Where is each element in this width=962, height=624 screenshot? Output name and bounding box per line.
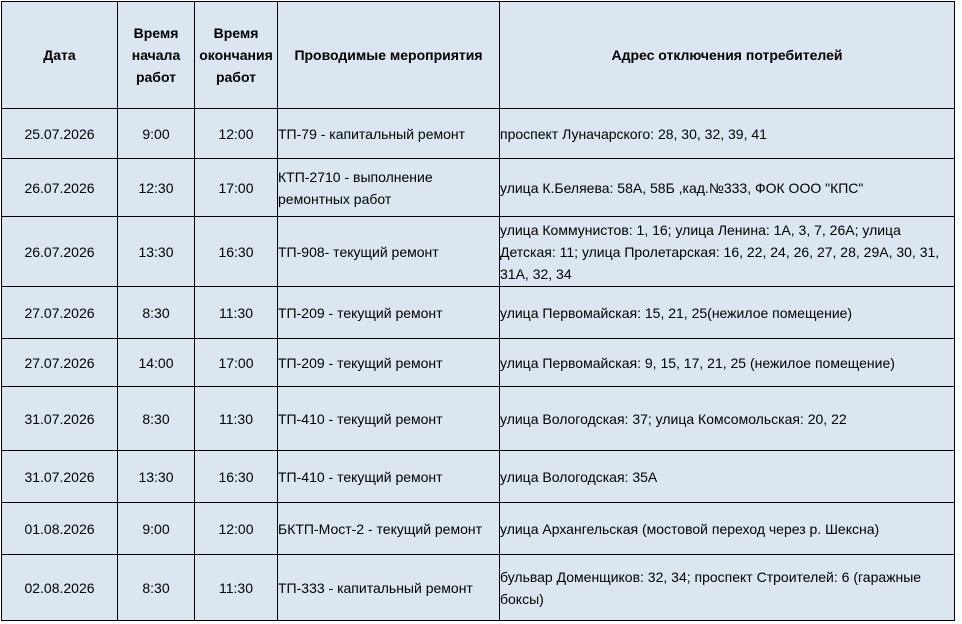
table-row (2, 287, 955, 339)
cell-date: 01.08.2026 (2, 503, 118, 555)
cell-works: ТП-333 - капитальный ремонт (278, 555, 500, 621)
cell-works: ТП-410 - текущий ремонт (278, 387, 500, 451)
cell-start-time: 8:30 (118, 387, 195, 451)
cell-date: 26.07.2026 (2, 159, 118, 217)
header-start-time: Время начала работ (118, 2, 195, 109)
cell-start-time: 8:30 (118, 287, 195, 339)
cell-works: ТП-209 - текущий ремонт (278, 287, 500, 339)
outage-schedule-table (1, 1, 955, 621)
table-row (2, 109, 955, 159)
cell-end-time: 17:00 (195, 339, 278, 387)
table-row (2, 339, 955, 387)
cell-start-time: 14:00 (118, 339, 195, 387)
table-row (2, 159, 955, 217)
header-works: Проводимые мероприятия (278, 2, 500, 109)
cell-end-time: 11:30 (195, 555, 278, 621)
cell-address: улица Вологодская: 35А (500, 451, 955, 503)
cell-end-time: 11:30 (195, 387, 278, 451)
cell-end-time: 16:30 (195, 451, 278, 503)
cell-address: улица Первомайская: 15, 21, 25(нежилое помещение) (500, 287, 955, 339)
cell-works: ТП-79 - капитальный ремонт (278, 109, 500, 159)
cell-date: 02.08.2026 (2, 555, 118, 621)
header-end-time: Время окончания работ (195, 2, 278, 109)
header-date: Дата (2, 2, 118, 109)
cell-works: КТП-2710 - выполнение ремонтных работ (278, 159, 500, 217)
cell-date: 31.07.2026 (2, 387, 118, 451)
cell-end-time: 12:00 (195, 109, 278, 159)
cell-end-time: 17:00 (195, 159, 278, 217)
cell-works: ТП-908- текущий ремонт (278, 217, 500, 287)
cell-end-time: 11:30 (195, 287, 278, 339)
cell-address: улица Первомайская: 9, 15, 17, 21, 25 (нежилое помещение) (500, 339, 955, 387)
cell-start-time: 13:30 (118, 451, 195, 503)
table-row (2, 451, 955, 503)
cell-address: улица К.Беляева: 58А, 58Б ,кад.№333, ФОК ООО "КПС" (500, 159, 955, 217)
cell-address: бульвар Доменщиков: 32, 34; проспект Строителей: 6 (гаражные боксы) (500, 555, 955, 621)
cell-address: проспект Луначарского: 28, 30, 32, 39, 41 (500, 109, 955, 159)
header-address: Адрес отключения потребителей (500, 2, 955, 109)
header-row (2, 2, 955, 109)
cell-end-time: 16:30 (195, 217, 278, 287)
cell-address: улица Коммунистов: 1, 16; улица Ленина: 1А, 3, 7, 26А; улица Детская: 11; улица Пролетарская: 16, 22, 24, 26, 27, 28, 29А, 30, 31, 31А, 32, 34 (500, 217, 955, 287)
cell-date: 31.07.2026 (2, 451, 118, 503)
table-row (2, 503, 955, 555)
cell-end-time: 12:00 (195, 503, 278, 555)
cell-date: 27.07.2026 (2, 287, 118, 339)
table-row (2, 555, 955, 621)
cell-date: 27.07.2026 (2, 339, 118, 387)
cell-address: улица Вологодская: 37; улица Комсомольская: 20, 22 (500, 387, 955, 451)
table-row (2, 217, 955, 287)
cell-start-time: 9:00 (118, 503, 195, 555)
cell-works: ТП-410 - текущий ремонт (278, 451, 500, 503)
cell-start-time: 12:30 (118, 159, 195, 217)
table-row (2, 387, 955, 451)
cell-start-time: 13:30 (118, 217, 195, 287)
cell-date: 25.07.2026 (2, 109, 118, 159)
cell-start-time: 8:30 (118, 555, 195, 621)
cell-works: БКТП-Мост-2 - текущий ремонт (278, 503, 500, 555)
cell-start-time: 9:00 (118, 109, 195, 159)
cell-works: ТП-209 - текущий ремонт (278, 339, 500, 387)
cell-date: 26.07.2026 (2, 217, 118, 287)
cell-address: улица Архангельская (мостовой переход через р. Шексна) (500, 503, 955, 555)
